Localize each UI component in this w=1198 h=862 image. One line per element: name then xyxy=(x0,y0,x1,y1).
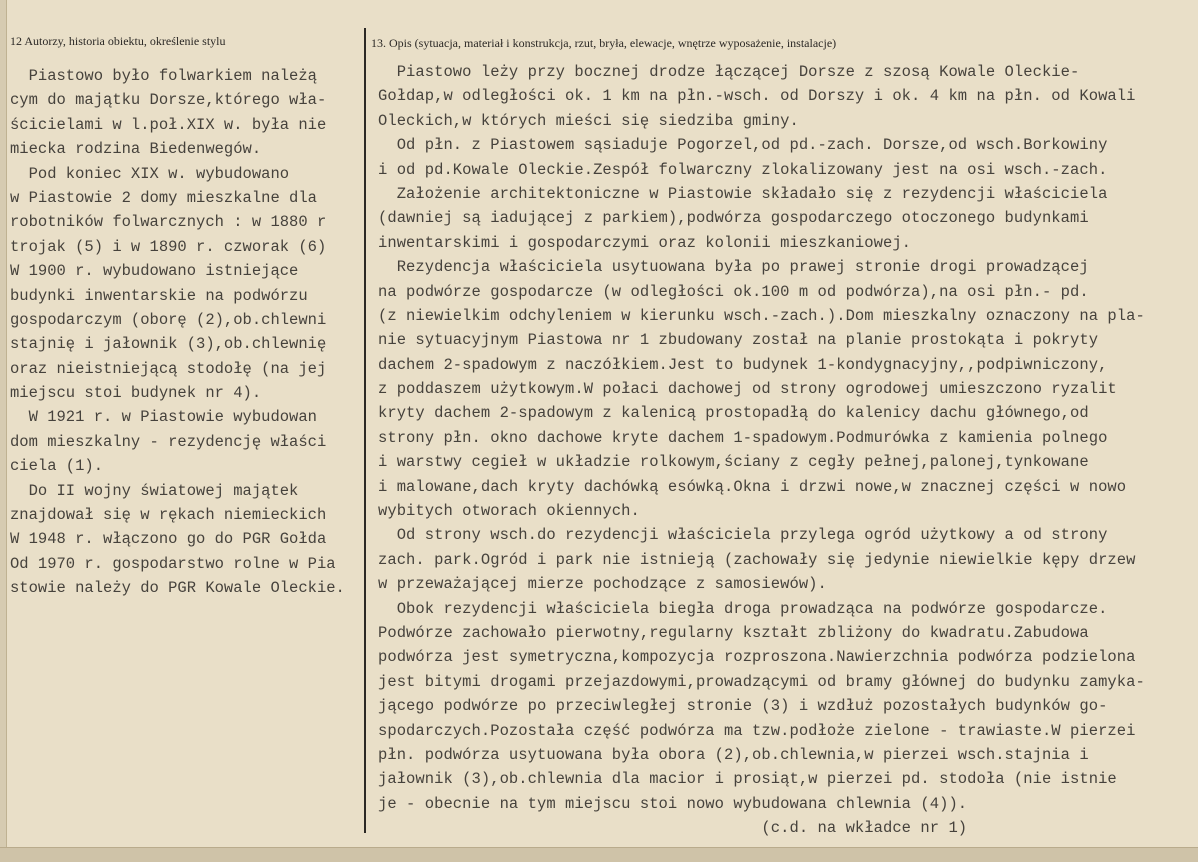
right-column-line: i warstwy cegieł w układzie rolkowym,ściany z cegły pełnej,palonej,tynkowane xyxy=(378,453,1089,472)
left-column-line: W 1921 r. w Piastowie wybudowan xyxy=(10,408,317,427)
right-column-line: nie sytuacyjnym Piastowa nr 1 zbudowany został na planie prostokąta i pokryty xyxy=(378,331,1099,350)
right-column-line: strony płn. okno dachowe kryte dachem 1-spadowym.Podmurówka z kamienia polnego xyxy=(378,428,1108,447)
right-column-line: Piastowo leży przy bocznej drodze łączącej Dorsze z szosą Kowale Oleckie- xyxy=(378,63,1080,81)
left-column-text xyxy=(10,64,345,601)
right-column-text xyxy=(378,60,1145,841)
left-column-line: oraz nieistniejącą stodołę (na jej xyxy=(10,359,327,378)
left-column-line: dom mieszkalny - rezydencję właści xyxy=(10,432,327,451)
right-column-line: Podwórze zachowało pierwotny,regularny kształt zbliżony do kwadratu.Zabudowa xyxy=(378,623,1089,642)
left-column-line: znajdował się w rękach niemieckich xyxy=(10,506,327,525)
right-column-line: i od pd.Kowale Oleckie.Zespół folwarczny zlokalizowany jest na osi wsch.-zach. xyxy=(378,160,1108,179)
right-column-line: dachem 2-spadowym z naczółkiem.Jest to budynek 1-kondygnacyjny,,podpiwniczony, xyxy=(378,355,1108,374)
left-column-line: robotników folwarcznych : w 1880 r xyxy=(10,213,327,232)
page-left-edge xyxy=(0,0,7,862)
left-column-line: gospodarczym (oborę (2),ob.chlewni xyxy=(10,310,327,329)
right-column-line: Od płn. z Piastowem sąsiaduje Pogorzel,od pd.-zach. Dorsze,od wsch.Borkowiny xyxy=(378,136,1108,155)
right-column-line: płn. podwórza usytuowana była obora (2),ob.chlewnia,w pierzei wsch.stajnia i xyxy=(378,745,1089,764)
right-column-line: (c.d. na wkładce nr 1) xyxy=(378,819,968,838)
right-column-line: z poddaszem użytkowym.W połaci dachowej od strony ogrodowej umieszczono ryzalit xyxy=(378,380,1117,399)
right-column-line: Obok rezydencji właściciela biegła droga prowadząca na podwórze gospodarcze. xyxy=(378,599,1108,618)
right-column-line: (z niewielkim odchyleniem w kierunku wsch.-zach.).Dom mieszkalny oznaczony na pla- xyxy=(378,306,1145,325)
right-column-line: i malowane,dach kryty dachówką esówką.Okna i drzwi nowe,w znacznej części w nowo xyxy=(378,477,1127,496)
left-column-line: ścicielami w l.poł.XIX w. była nie xyxy=(10,115,327,134)
right-column-line: inwentarskimi i gospodarczymi oraz kolonii mieszkaniowej. xyxy=(378,233,912,252)
right-column-line: kryty dachem 2-spadowym z kalenicą prostopadłą do kalenicy dachu głównego,od xyxy=(378,404,1089,423)
left-column-line: w Piastowie 2 domy mieszkalne dla xyxy=(10,188,317,207)
right-column-line: w przeważającej mierze pochodzące z samosiewów). xyxy=(378,575,827,594)
right-column-line: podwórza jest symetryczna,kompozycja rozproszona.Nawierzchnia podwórza podzielona xyxy=(378,648,1136,667)
right-column-line: (dawniej są iadującej z parkiem),podwórza gospodarczego otoczonego budynkami xyxy=(378,209,1089,228)
left-column-line: Od 1970 r. gospodarstwo rolne w Pia xyxy=(10,554,336,573)
left-column-line: miecka rodzina Biedenwegów. xyxy=(10,140,262,159)
left-column-line: W 1948 r. włączono go do PGR Gołda xyxy=(10,530,327,549)
right-column-line: spodarczych.Pozostała część podwórza ma tzw.podłoże zielone - trawiaste.W pierzei xyxy=(378,721,1136,740)
left-column-line: Piastowo było folwarkiem należą xyxy=(10,67,317,85)
left-column-line: miejscu stoi budynek nr 4). xyxy=(10,384,262,403)
right-column-line: jącego podwórze po przeciwległej stronie (3) i wzdłuż pozostałych budynków go- xyxy=(378,697,1108,716)
right-column-line: jest bitymi drogami przejazdowymi,prowadzącymi od bramy głównej do budynku zamyka- xyxy=(378,672,1145,691)
right-column-line: wybitych otworach okiennych. xyxy=(378,502,640,521)
right-column-line: Oleckich,w których mieści się siedziba gminy. xyxy=(378,111,799,130)
left-column-line: trojak (5) i w 1890 r. czworak (6) xyxy=(10,237,327,256)
right-column-header: 13. Opis (sytuacja, materiał i konstrukcja, rzut, bryła, elewacje, wnętrze wyposażenie, instalacje) xyxy=(371,36,837,50)
left-column-header: 12 Autorzy, historia obiektu, określenie stylu xyxy=(10,34,226,48)
left-column-line: ciela (1). xyxy=(10,457,104,476)
page-bottom-strip xyxy=(0,847,1198,862)
left-column-line: cym do majątku Dorsze,którego wła- xyxy=(10,91,327,110)
right-column-line: Rezydencja właściciela usytuowana była po prawej stronie drogi prowadzącej xyxy=(378,258,1089,277)
left-column-line: stowie należy do PGR Kowale Oleckie. xyxy=(10,579,345,598)
right-column-line: Od strony wsch.do rezydencji właściciela przylega ogród użytkowy a od strony xyxy=(378,526,1108,545)
right-column-line: je - obecnie na tym miejscu stoi nowo wybudowana chlewnia (4)). xyxy=(378,794,968,813)
left-column-line: W 1900 r. wybudowano istniejące xyxy=(10,262,299,281)
right-column-line: jałownik (3),ob.chlewnia dla macior i prosiąt,w pierzei pd. stodoła (nie istnie xyxy=(378,770,1117,789)
left-column-line: budynki inwentarskie na podwórzu xyxy=(10,286,308,305)
right-column-line: Gołdap,w odległości ok. 1 km na płn.-wsch. od Dorszy i ok. 4 km na płn. od Kowali xyxy=(378,87,1136,106)
right-column-line: zach. park.Ogród i park nie istnieją (zachowały się jedynie niewielkie kępy drzew xyxy=(378,550,1136,569)
left-column-line: Pod koniec XIX w. wybudowano xyxy=(10,164,290,183)
left-column-line: stajnię i jałownik (3),ob.chlewnię xyxy=(10,335,327,354)
column-divider xyxy=(364,28,366,833)
right-column-line: na podwórze gospodarcze (w odległości ok.100 m od podwórza),na osi płn.- pd. xyxy=(378,282,1089,301)
left-column-line: Do II wojny światowej majątek xyxy=(10,481,299,500)
right-column-line: Założenie architektoniczne w Piastowie składało się z rezydencji właściciela xyxy=(378,184,1108,203)
